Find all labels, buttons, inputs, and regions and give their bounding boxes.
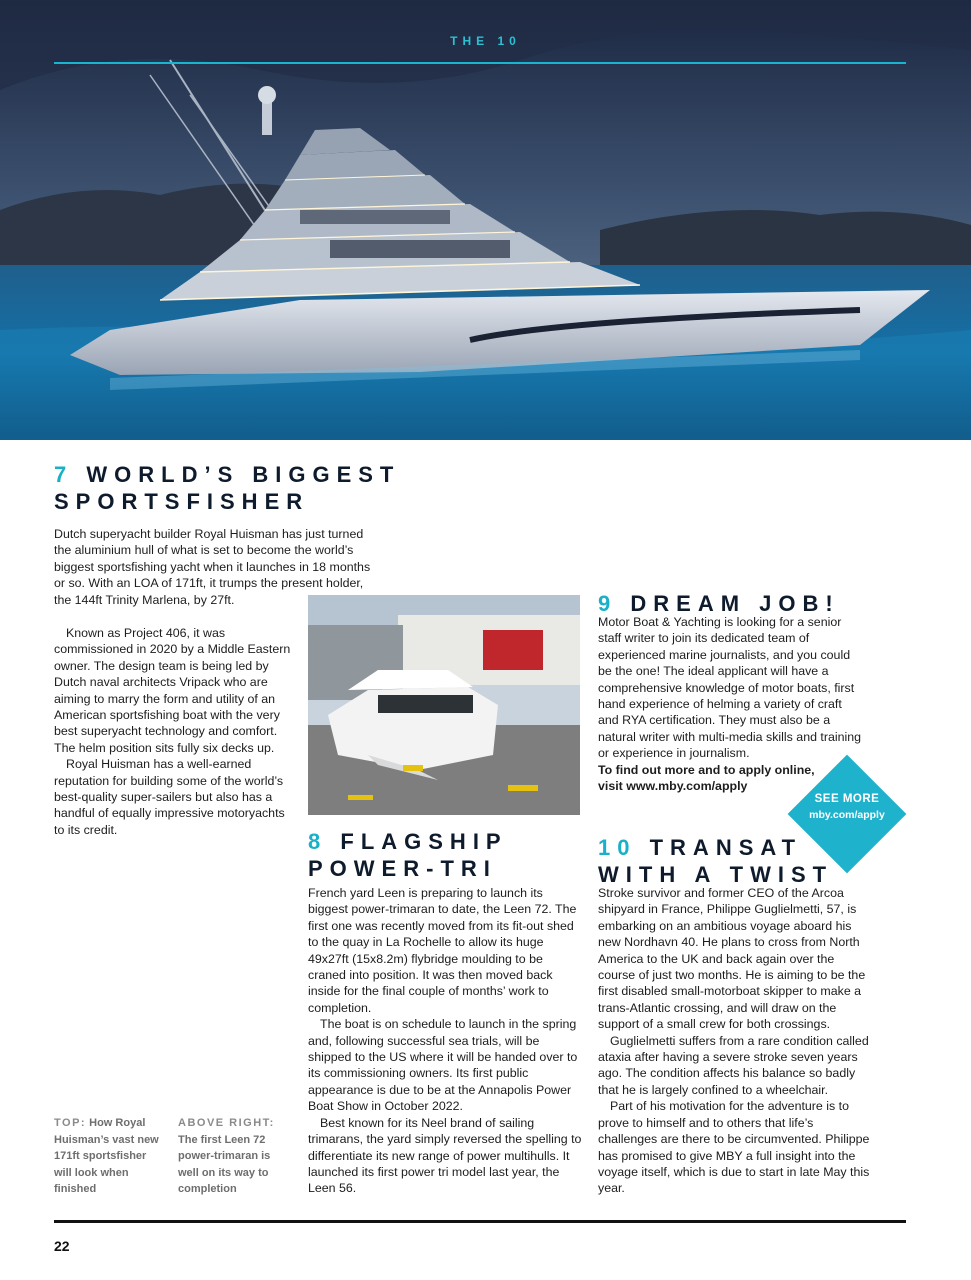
item8-number: 8 bbox=[308, 829, 328, 854]
caption-above-right bbox=[178, 1115, 283, 1198]
item10-title-line2: WITH A TWIST bbox=[598, 862, 834, 887]
item7-paragraph-2: Known as Project 406, it was commissioned in 2020 by a Middle Eastern owner. The design team is being led by Dutch naval architects Vripack who are aiming to marry the form and utility of an American sportsfishing boat with the very best superyacht technology and comfort. The helm position sits fully six decks up. bbox=[54, 626, 291, 755]
item7-title-line2: SPORTSFISHER bbox=[54, 489, 310, 514]
hero-yacht-image bbox=[0, 0, 971, 440]
item7-paragraph-1: Dutch superyacht builder Royal Huisman has just turned the aluminium hull of what is set to become the world’s biggest sportsfishing yacht when it launches in 18 months or so. With an LOA of 171ft, it trumps the present holder, the 144ft Trinity Marlena, by 27ft. bbox=[54, 527, 371, 607]
caption-above-right-label: ABOVE RIGHT: bbox=[178, 1117, 275, 1129]
item10-title-line1: TRANSAT bbox=[649, 835, 803, 860]
item8-title-line2: POWER-TRI bbox=[308, 856, 497, 881]
item10-heading bbox=[598, 834, 858, 888]
caption-top-text: How Royal Huisman’s vast new 171ft sportsfisher will look when finished bbox=[54, 1117, 159, 1195]
item9-heading bbox=[598, 590, 898, 617]
item8-title-line1: FLAGSHIP bbox=[340, 829, 508, 854]
see-more-label: SEE MORE bbox=[814, 793, 880, 805]
item8-paragraph-1: French yard Leen is preparing to launch its biggest power-trimaran to date, the Leen 72. The first one was recently moved from its fit-out shed to the quay in La Rochelle to allow its huge 49x27ft (15x8.2m) flybridge moulding to be craned into position. It was then moved back inside for the final couple of months’ work to completion. bbox=[308, 886, 577, 1015]
item10-paragraph-1: Stroke survivor and former CEO of the Arcoa shipyard in France, Philippe Guglielmetti, 57, is embarking on an ambitious voyage aboard his new Nordhavn 40. He plans to cross from North America to the UK and back again over the course of just two months. He is aiming to be the first disabled small-motorboat skipper to make a trans-Atlantic crossing, and will draw on the support of a small crew for both crossings. bbox=[598, 886, 866, 1032]
page-number: 22 bbox=[54, 1238, 70, 1254]
yacht-at-dusk-illustration bbox=[0, 0, 971, 440]
item7-heading bbox=[54, 461, 414, 515]
kicker-divider bbox=[54, 62, 906, 64]
item7-body bbox=[54, 625, 294, 838]
see-more-url: mby.com/apply bbox=[809, 809, 885, 821]
item10-paragraph-3: Part of his motivation for the adventure is to prove to himself and to others that life’s challenges are there to be circumvented. Philippe has promised to give MBY a full insight into the voyage itself, which is due to start in late May this year. bbox=[598, 1099, 870, 1196]
item10-paragraph-2: Guglielmetti suffers from a rare condition called ataxia after having a severe stroke seven years ago. The condition affects his balance so badly that he is largely confined to a wheelchair. bbox=[598, 1033, 869, 1097]
item9-paragraph-1: Motor Boat & Yachting is looking for a senior staff writer to join its dedicated team of experienced marine journalists, and you could be the one! The ideal applicant will have a comprehensive knowledge of motor boats, first hand experience of helming a variety of craft and RYA certification. They must also be a natural writer with multi-media skills and training or experience in journalism. bbox=[598, 615, 862, 761]
item7-paragraph-3: Royal Huisman has a well-earned reputation for building some of the world’s best-quality super-sailers but also has a handful of equally impressive motoryachts to its credit. bbox=[54, 757, 285, 837]
caption-top-label: TOP: bbox=[54, 1117, 87, 1129]
item7-title-line1: WORLD’S BIGGEST bbox=[86, 462, 401, 487]
trimaran-shipyard-illustration bbox=[308, 595, 580, 815]
item9-cta[interactable]: To find out more and to apply online, visit www.mby.com/apply bbox=[598, 762, 815, 794]
item8-heading bbox=[308, 828, 588, 882]
item10-body bbox=[598, 885, 874, 1197]
item9-number: 9 bbox=[598, 591, 618, 616]
item8-paragraph-3: Best known for its Neel brand of sailing trimarans, the yard simply reversed the spelling to differentiate its new range of power multihulls. It launched its first power tri model last year, the Leen 56. bbox=[308, 1115, 582, 1196]
item7-number: 7 bbox=[54, 462, 74, 487]
caption-above-right-text: The first Leen 72 power-trimaran is well on its way to completion bbox=[178, 1133, 271, 1195]
leen72-photo bbox=[308, 595, 580, 815]
footer-divider bbox=[54, 1220, 906, 1223]
item8-body bbox=[308, 885, 582, 1197]
item10-number: 10 bbox=[598, 835, 637, 860]
item8-paragraph-2: The boat is on schedule to launch in the spring and, following successful sea trials, will be shipped to the US where it will be handed over to its commissioning owners. Its first public appearance is due to be at the Annapolis Power Boat Show in October 2022. bbox=[308, 1017, 578, 1114]
section-kicker: THE 10 bbox=[450, 34, 521, 48]
caption-top bbox=[54, 1115, 164, 1198]
item9-title-line1: DREAM JOB! bbox=[630, 591, 840, 616]
